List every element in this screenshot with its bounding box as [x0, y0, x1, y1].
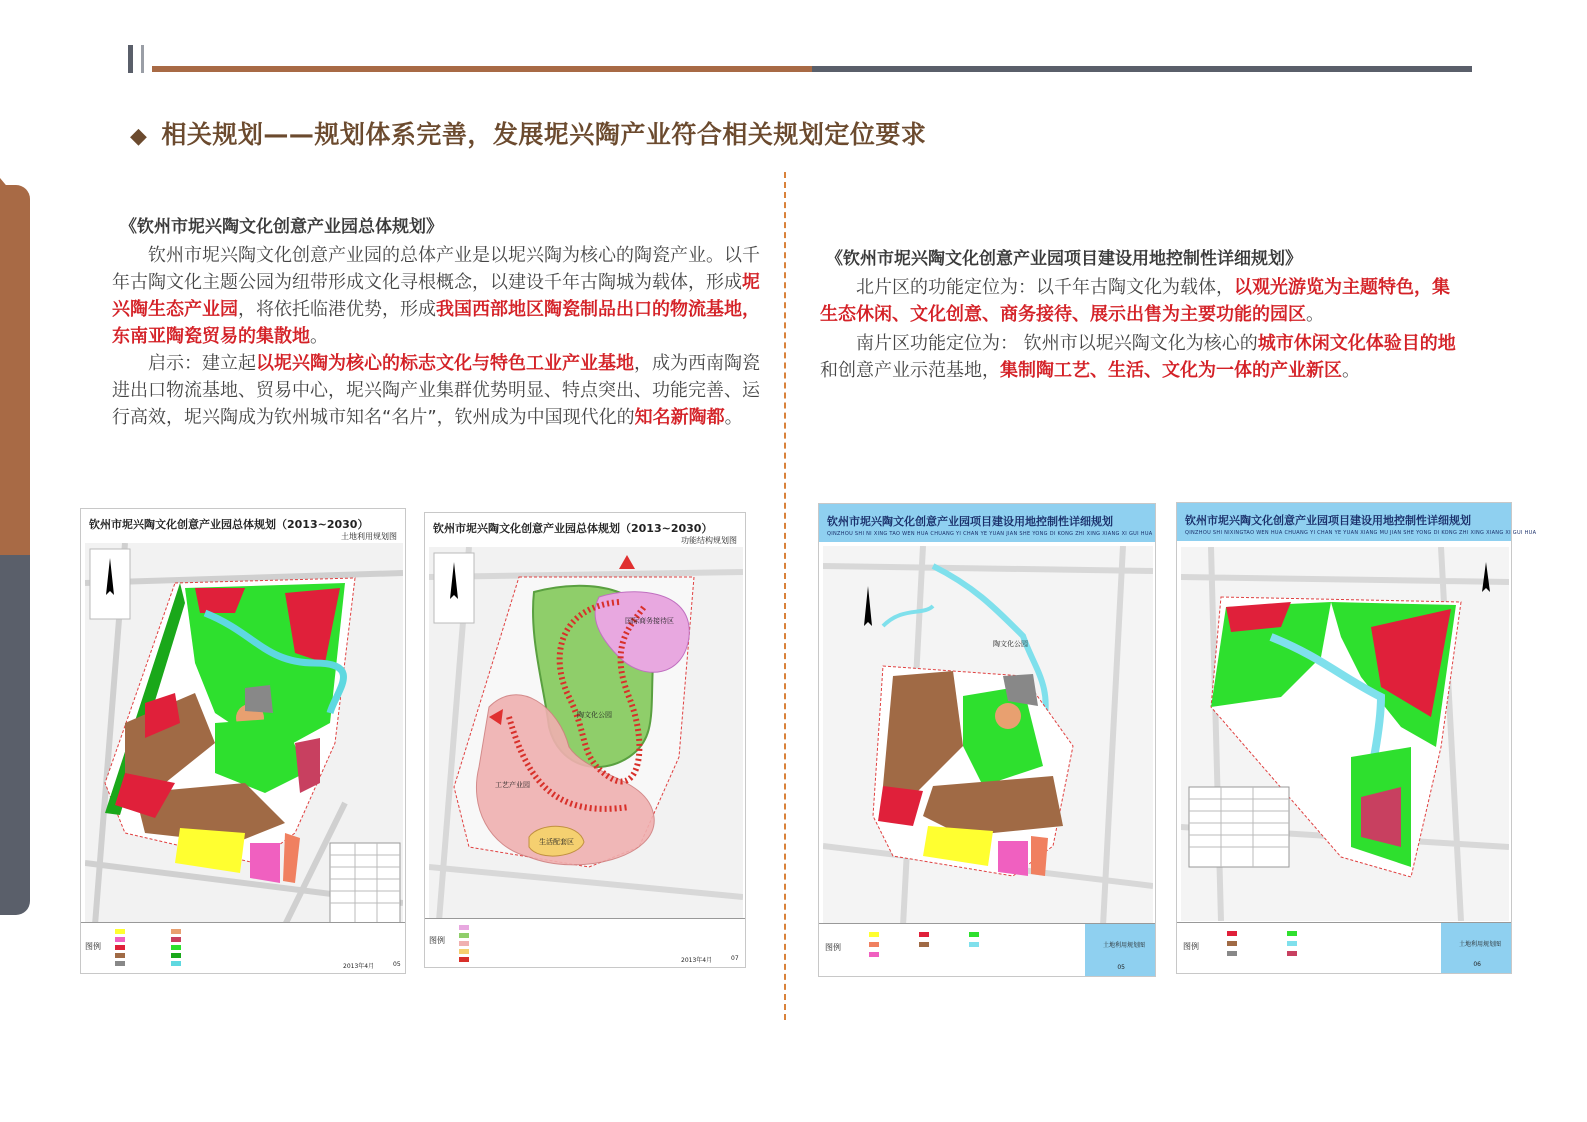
page-title-text: 相关规划——规划体系完善，发展坭兴陶产业符合相关规划定位要求 — [161, 120, 927, 149]
legend-swatch — [1227, 931, 1237, 936]
legend-swatch — [171, 937, 181, 942]
right-paragraph-1 — [820, 274, 1460, 328]
body-text: 。 — [310, 326, 328, 347]
body-text: 钦州市坭兴陶文化创意产业园的总体产业是以坭兴陶为核心的陶瓷产业。以千年古陶文化主题公园为纽带形成文化寻根概念，以建设千年古陶城为载体，形成 — [112, 245, 760, 293]
body-text: 南片区功能定位为： 钦州市以坭兴陶文化为核心的 — [856, 333, 1258, 354]
header-rule-brown — [152, 66, 812, 72]
zone-label: 工艺产业园 — [495, 781, 530, 789]
body-text: 启示：建立起 — [148, 353, 256, 374]
zone-label: 陶文化公园 — [577, 711, 612, 719]
map-number: 07 — [731, 955, 739, 962]
legend-swatch — [115, 929, 125, 934]
legend-swatch — [1287, 931, 1297, 936]
left-body — [112, 242, 762, 431]
map-card-control-plan-north — [818, 503, 1156, 977]
right-paragraph-2 — [820, 330, 1460, 384]
side-tab-brown — [0, 185, 30, 555]
function-structure-map — [429, 547, 743, 921]
highlighted-text: 以坭兴陶为核心的标志文化与特色工业产业基地 — [256, 353, 634, 374]
body-text: 。 — [1342, 360, 1360, 381]
body-text: 。 — [1306, 304, 1324, 325]
highlighted-text: 以观光游览为主题特色，集生态休闲、文化创意、商务接待、展示出售为主要功能的园区 — [820, 277, 1450, 325]
legend-swatch — [459, 949, 469, 954]
legend-swatch — [171, 953, 181, 958]
legend-swatch — [115, 961, 125, 966]
legend-label: 图例 — [85, 942, 101, 951]
compass-icon — [434, 553, 474, 623]
legend-swatch — [919, 932, 929, 937]
zone-label: 生活配套区 — [539, 838, 574, 846]
map-subtitle: 功能结构规划图 — [681, 536, 737, 545]
highlighted-text: 集制陶工艺、生活、文化为一体的产业新区 — [1000, 360, 1342, 381]
side-tab-slate — [0, 555, 30, 915]
map-subtitle: 土地利用规划图 — [1458, 941, 1501, 948]
body-text: 和创意产业示范基地， — [820, 360, 1000, 381]
diamond-bullet-icon: ◆ — [130, 124, 148, 149]
body-text: ，将依托临港优势，形成 — [238, 299, 436, 320]
right-body — [820, 274, 1460, 384]
zone-label: 陶文化公园 — [993, 640, 1028, 648]
legend-swatch — [1287, 941, 1297, 946]
map-card-function-structure — [424, 512, 746, 968]
highlighted-text: 我国西部地区陶瓷制品出口的物流基地，东南亚陶瓷贸易的集散地 — [112, 299, 760, 347]
map-title: 钦州市坭兴陶文化创意产业园总体规划（2013~2030） — [89, 518, 369, 531]
legend-swatch — [115, 953, 125, 958]
map-date: 2013年4月 — [343, 963, 375, 970]
left-paragraph-1 — [112, 242, 762, 350]
header-mark-2 — [141, 45, 144, 73]
map-number: 06 — [1473, 961, 1481, 968]
header-rule-slate — [812, 66, 1472, 72]
legend-swatch — [171, 945, 181, 950]
legend-swatch — [869, 942, 879, 947]
legend-swatch — [1227, 951, 1237, 956]
compass-icon — [90, 549, 130, 619]
map-card-header — [819, 504, 1155, 542]
map-number: 05 — [393, 961, 401, 968]
body-text: 北片区的功能定位为：以千年古陶文化为载体， — [856, 277, 1234, 298]
legend-swatch — [115, 945, 125, 950]
legend-swatch — [459, 957, 469, 962]
legend-swatch — [969, 942, 979, 947]
legend-label: 图例 — [1183, 942, 1199, 951]
zone-label: 国际商务接待区 — [625, 617, 674, 625]
map-pinyin: QINZHOU SHI NIXINGTAO WEN HUA CHUANG YI CHAN YE YUAN XIANG MU JIAN SHE YONG DI KONG ZHI XING XIANG XI GUI HUA — [1185, 530, 1537, 536]
highlighted-text: 知名新陶都 — [634, 407, 725, 428]
map-card-header — [425, 513, 745, 547]
left-heading: 《钦州市坭兴陶文化创意产业园总体规划》 — [120, 217, 443, 237]
map-card-header — [1177, 503, 1537, 541]
control-plan-map-north — [823, 546, 1153, 926]
control-plan-map-south — [1181, 547, 1509, 921]
legend-swatch — [919, 942, 929, 947]
highlighted-text: 坭兴陶生态产业园 — [112, 272, 760, 320]
map-legend — [819, 923, 1155, 976]
map-legend — [1177, 922, 1511, 973]
highlighted-text: 城市休闲文化体验目的地 — [1257, 333, 1456, 354]
left-paragraph-2 — [112, 350, 762, 431]
legend-swatch — [171, 961, 181, 966]
map-title: 钦州市坭兴陶文化创意产业园总体规划（2013~2030） — [433, 522, 713, 535]
map-card-control-plan-south — [1176, 502, 1537, 974]
map-legend — [425, 918, 745, 967]
map-date: 2013年4月 — [681, 957, 713, 964]
body-text: ，成为西南陶瓷进出口物流基地、贸易中心，坭兴陶产业集群优势明显、特点突出、功能完善、运行高效，坭兴陶成为钦州城市知名“名片”，钦州成为中国现代化的 — [112, 353, 760, 428]
legend-swatch — [171, 929, 181, 934]
column-divider — [784, 172, 786, 1020]
legend-swatch — [459, 941, 469, 946]
map-pinyin: QINZHOU SHI NI XING TAO WEN HUA CHUANG YI CHAN YE YUAN JIAN SHE YONG DI KONG ZHI XING XIANG XI GUI HUA — [827, 531, 1153, 537]
legend-swatch — [459, 925, 469, 930]
body-text: 。 — [724, 407, 743, 428]
map-card-header — [81, 509, 405, 543]
land-use-map — [85, 543, 403, 925]
map-legend — [81, 922, 405, 973]
legend-label: 图例 — [429, 936, 445, 945]
legend-swatch — [869, 932, 879, 937]
map-card-land-use-2013 — [80, 508, 406, 974]
map-subtitle: 土地利用规划图 — [1102, 942, 1145, 949]
map-subtitle: 土地利用规划图 — [341, 532, 397, 541]
legend-swatch — [1227, 941, 1237, 946]
map-title: 钦州市坭兴陶文化创意产业园项目建设用地控制性详细规划 — [827, 515, 1113, 528]
right-heading: 《钦州市坭兴陶文化创意产业园项目建设用地控制性详细规划》 — [826, 249, 1302, 269]
legend-swatch — [459, 933, 469, 938]
legend-swatch — [869, 952, 879, 957]
page-title — [130, 115, 926, 151]
map-title: 钦州市坭兴陶文化创意产业园项目建设用地控制性详细规划 — [1185, 514, 1471, 527]
legend-swatch — [1287, 951, 1297, 956]
legend-swatch — [115, 937, 125, 942]
legend-swatch — [969, 932, 979, 937]
legend-label: 图例 — [825, 943, 841, 952]
header-mark-1 — [128, 45, 133, 73]
map-number: 05 — [1117, 964, 1125, 971]
